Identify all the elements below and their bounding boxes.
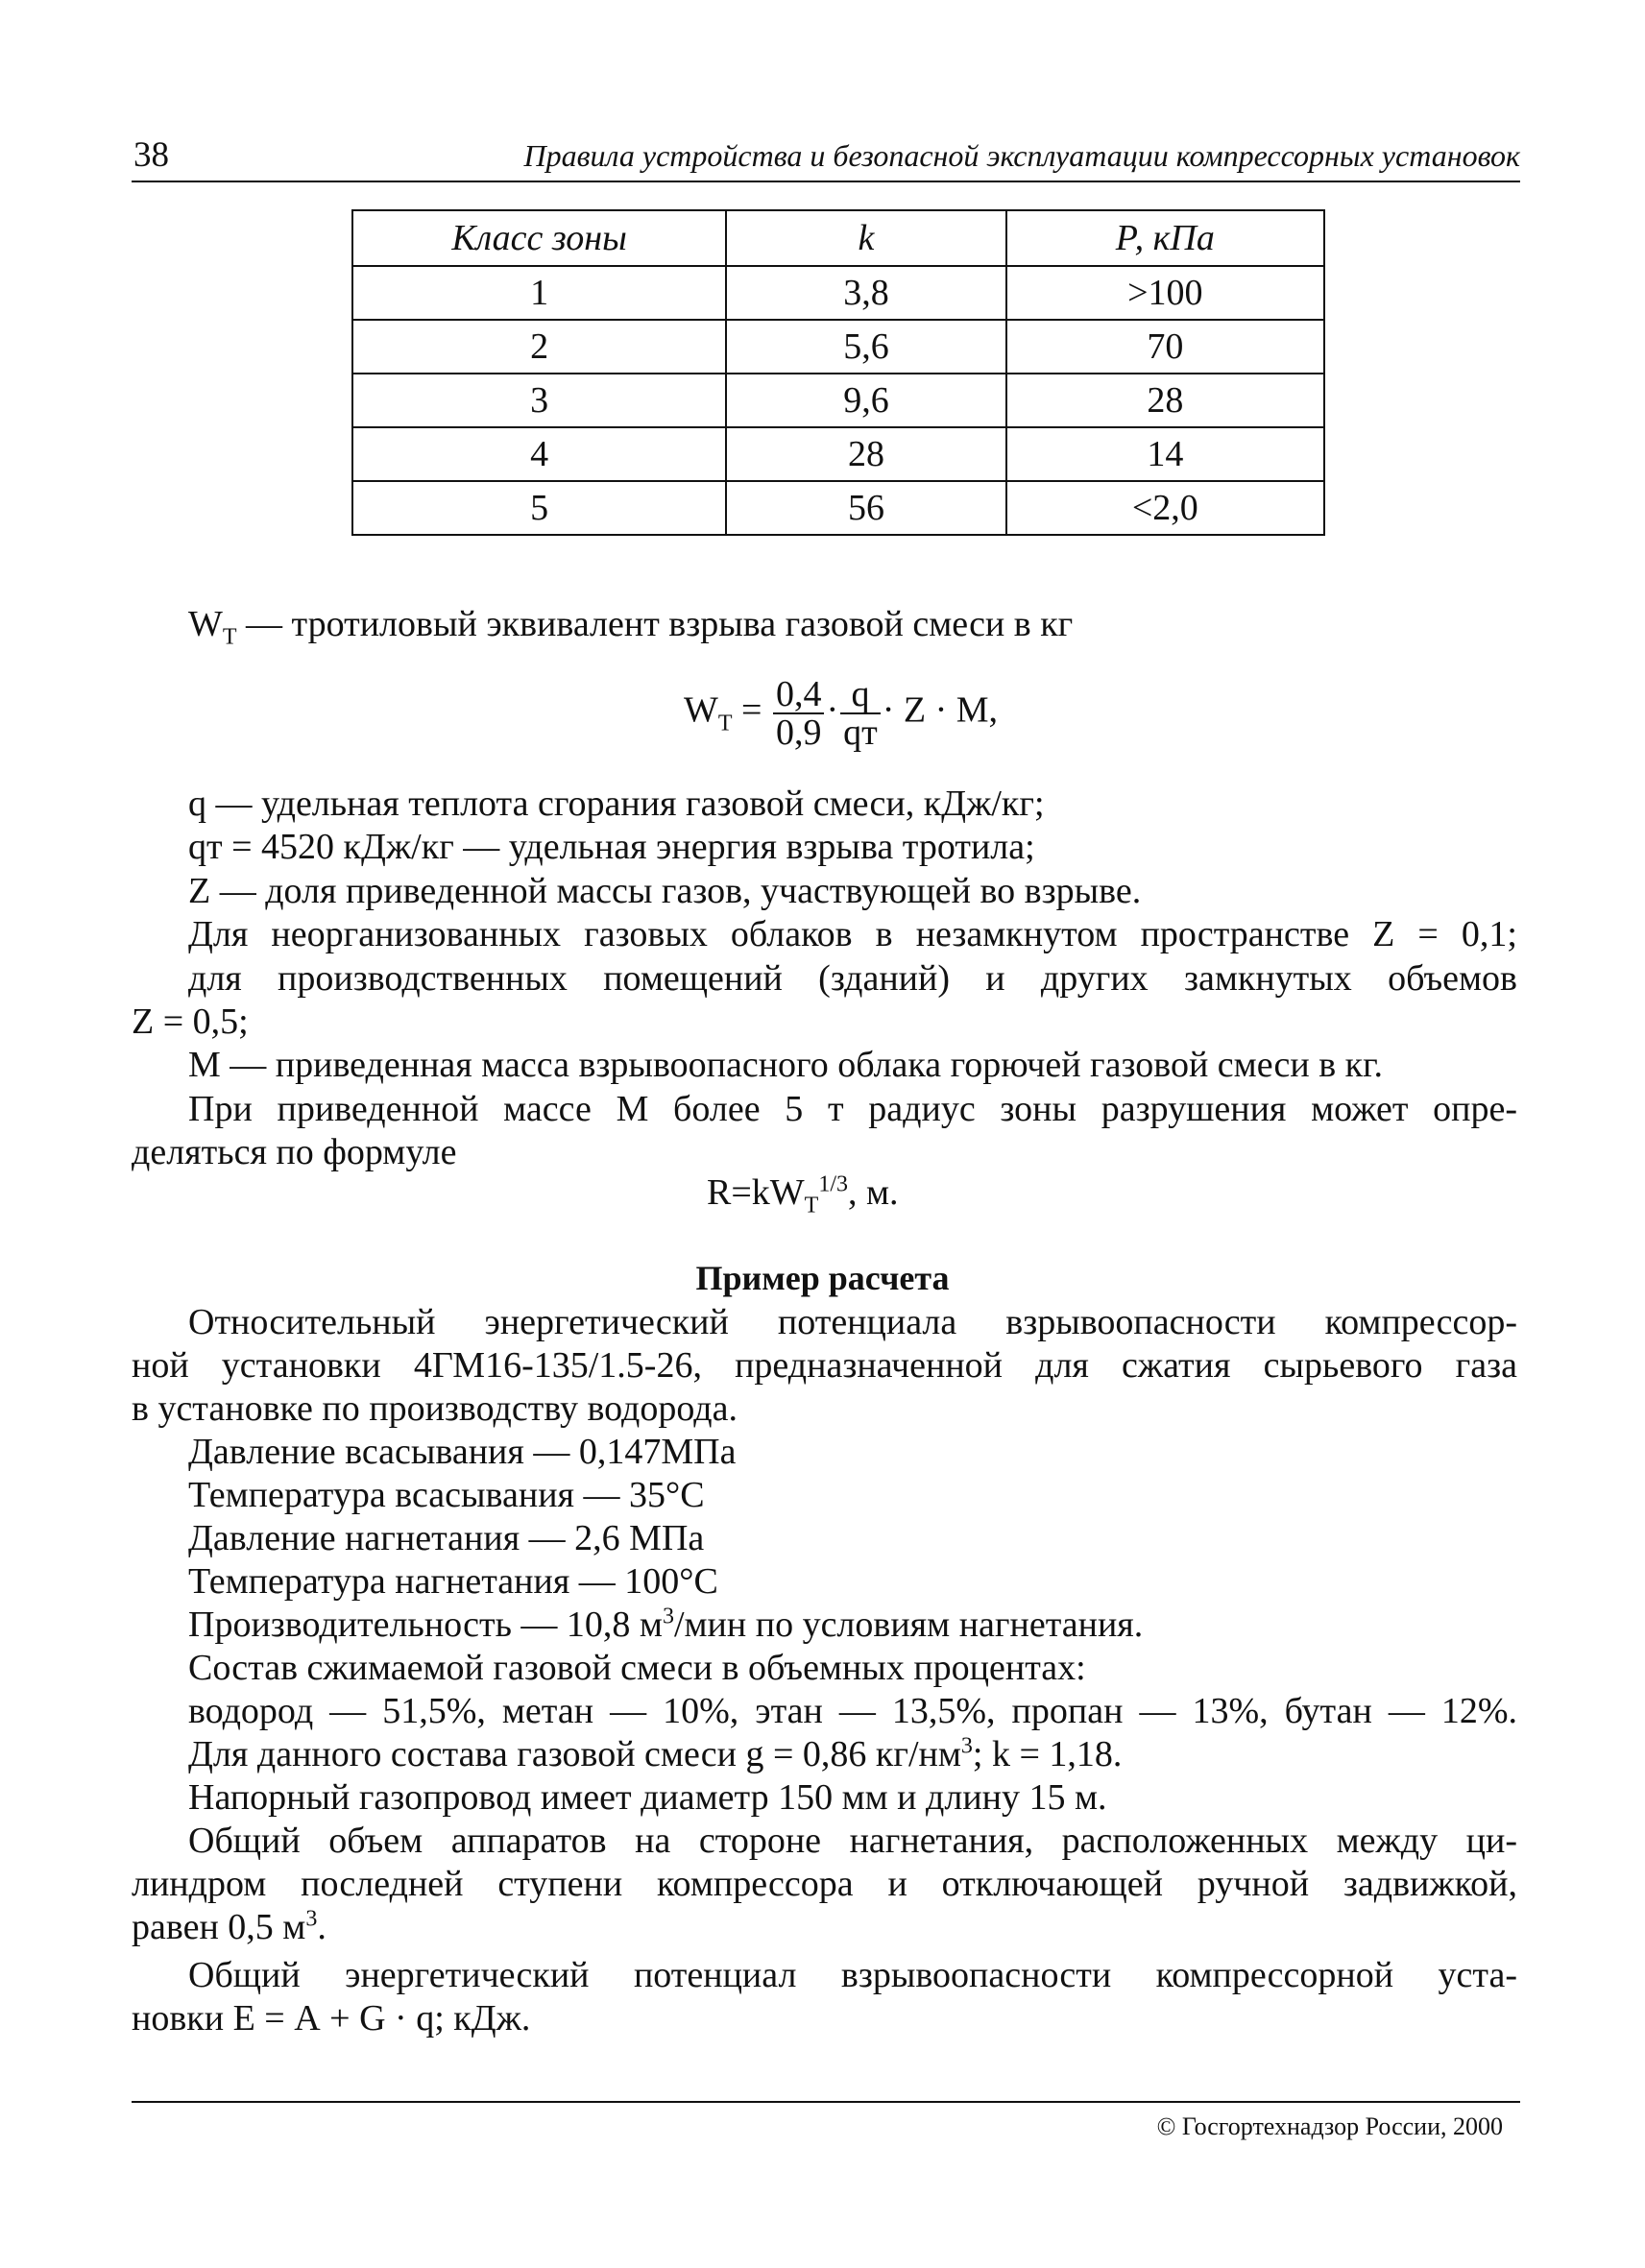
text-segment: Температура нагнетания — 100°С: [188, 1561, 718, 1602]
fraction: [773, 676, 825, 751]
column-header-pressure: Р, кПа: [1006, 210, 1324, 266]
cell-zone-class: 4: [352, 427, 726, 481]
cell-k: 28: [726, 427, 1005, 481]
text-line: [132, 1001, 249, 1043]
subscript: T: [222, 624, 237, 650]
text-line: [188, 1954, 1517, 1996]
subscript: T: [804, 1193, 819, 1218]
text-segment: R=kW: [707, 1172, 805, 1213]
fraction-numerator: q: [840, 676, 881, 714]
text-line: [188, 1776, 1107, 1819]
table-row: [352, 320, 1324, 374]
text-segment: /мин по условиям нагнетания.: [673, 1604, 1144, 1645]
table-row: [352, 266, 1324, 320]
definition-m: [188, 1044, 1383, 1086]
definition-qt: [188, 826, 1035, 868]
text-line: [188, 1604, 1143, 1646]
table-header-row: [352, 210, 1324, 266]
text-line: [188, 957, 1517, 1000]
running-title: Правила устройства и безопасной эксплуатации компрессорных установок: [523, 138, 1520, 173]
formula-wt: [684, 676, 998, 751]
text-line: [132, 1906, 327, 1948]
text-line: [188, 1733, 1122, 1775]
zone-class-table: [351, 209, 1325, 536]
text-segment: равен 0,5 м: [132, 1907, 306, 1947]
cell-pressure: 70: [1006, 320, 1324, 374]
text-segment: ной установки 4ГМ16-135/1.5-26, предназначенной для сжатия сырьевого газа: [132, 1345, 1517, 1386]
text-segment: водород — 51,5%, метан — 10%, этан — 13,5%, пропан — 13%, бутан — 12%.: [188, 1691, 1517, 1731]
text-segment: qт = 4520 кДж/кг — удельная энергия взрыва тротила;: [188, 827, 1035, 867]
text-line: [188, 913, 1517, 955]
text-segment: · Z · M,: [882, 689, 999, 731]
superscript: 3: [960, 1733, 973, 1759]
text-segment: .: [317, 1907, 327, 1947]
text-segment: в установке по производству водорода.: [132, 1388, 738, 1429]
text-line: [132, 1997, 530, 2039]
text-segment: Относительный энергетический потенциала взрывоопасности компрессор-: [188, 1302, 1517, 1342]
definition-q: [188, 783, 1045, 825]
text-line: [188, 1647, 1086, 1689]
table-row: [352, 481, 1324, 535]
table-row: [352, 374, 1324, 427]
text-line: [188, 1301, 1517, 1343]
text-line: [188, 1088, 1517, 1130]
cell-pressure: <2,0: [1006, 481, 1324, 535]
cell-pressure: >100: [1006, 266, 1324, 320]
text-line: [188, 1431, 736, 1473]
cell-k: 56: [726, 481, 1005, 535]
text-segment: =: [732, 689, 771, 731]
table-row: [352, 427, 1324, 481]
formula-radius: [707, 1171, 899, 1218]
text-line: [188, 1474, 705, 1516]
text-segment: Состав сжимаемой газовой смеси в объемных процентах:: [188, 1648, 1086, 1688]
cell-k: 3,8: [726, 266, 1005, 320]
cell-pressure: 28: [1006, 374, 1324, 427]
text-segment: М — приведенная масса взрывоопасного облака горючей газовой смеси в кг.: [188, 1045, 1383, 1085]
text-segment: для производственных помещений (зданий) и других замкнутых объемов: [188, 958, 1517, 999]
text-segment: Температура всасывания — 35°С: [188, 1475, 705, 1515]
text-segment: При приведенной массе М более 5 т радиус зоны разрушения может опре-: [188, 1089, 1517, 1129]
footer-rule: [132, 2101, 1520, 2103]
text-segment: линдром последней ступени компрессора и отключающей ручной задвижкой,: [132, 1864, 1517, 1904]
cell-k: 5,6: [726, 320, 1005, 374]
text-segment: Общий энергетический потенциал взрывоопасности компрессорной уста-: [188, 1955, 1517, 1995]
text-line: [188, 1690, 1517, 1732]
text-segment: — тротиловый эквивалент взрыва газовой смеси в кг: [236, 604, 1074, 644]
superscript: 3: [662, 1604, 674, 1629]
text-segment: Давление всасывания — 0,147МПа: [188, 1432, 737, 1472]
text-segment: , м.: [848, 1172, 899, 1213]
page-number: 38: [133, 135, 169, 175]
fraction-denominator: qт: [843, 712, 878, 753]
superscript: 3: [305, 1906, 318, 1932]
text-segment: Для неорганизованных газовых облаков в незамкнутом пространстве Z = 0,1;: [188, 914, 1517, 954]
text-line: [132, 1863, 1517, 1905]
definition-z: [188, 870, 1141, 912]
text-segment: ; k = 1,18.: [972, 1734, 1123, 1774]
text-segment: деляться по формуле: [132, 1132, 457, 1172]
text-line: [132, 1131, 457, 1173]
text-line: [188, 1560, 718, 1603]
copyright-notice: © Госгортехнадзор России, 2000: [1156, 2112, 1503, 2140]
text-segment: Напорный газопровод имеет диаметр 150 мм и длину 15 м.: [188, 1777, 1107, 1818]
text-line: [132, 1344, 1517, 1387]
text-segment: W: [188, 604, 223, 644]
cell-zone-class: 1: [352, 266, 726, 320]
fraction: [840, 676, 881, 751]
section-heading: Пример расчета: [695, 1259, 950, 1297]
fraction-numerator: 0,4: [773, 676, 825, 714]
text-segment: Давление нагнетания — 2,6 МПа: [188, 1518, 705, 1558]
superscript: 1/3: [818, 1171, 848, 1197]
text-line: [188, 1820, 1517, 1862]
fraction-denominator: 0,9: [775, 712, 822, 753]
header-rule: [132, 181, 1520, 182]
column-header-k: k: [726, 210, 1005, 266]
cell-pressure: 14: [1006, 427, 1324, 481]
column-header-zone-class: Класс зоны: [352, 210, 726, 266]
text-segment: q — удельная теплота сгорания газовой смеси, кДж/кг;: [188, 784, 1045, 824]
text-segment: новки Е = А + G · q; кДж.: [132, 1998, 531, 2039]
page-header: [132, 134, 1520, 179]
text-segment: Z = 0,5;: [132, 1001, 249, 1042]
text-segment: Производительность — 10,8 м: [188, 1604, 663, 1645]
cell-zone-class: 3: [352, 374, 726, 427]
cell-k: 9,6: [726, 374, 1005, 427]
text-segment: ·: [826, 689, 839, 731]
cell-zone-class: 2: [352, 320, 726, 374]
text-segment: W: [684, 689, 718, 731]
text-segment: Z — доля приведенной массы газов, участвующей во взрыве.: [188, 871, 1142, 911]
text-line: [132, 1387, 738, 1430]
text-segment: Общий объем аппаратов на стороне нагнетания, расположенных между ци-: [188, 1821, 1517, 1861]
subscript: T: [717, 711, 733, 736]
text-segment: Для данного состава газовой смеси g = 0,86 кг/нм: [188, 1734, 961, 1774]
definition-wt: [188, 603, 1074, 650]
cell-zone-class: 5: [352, 481, 726, 535]
text-line: [188, 1517, 704, 1559]
